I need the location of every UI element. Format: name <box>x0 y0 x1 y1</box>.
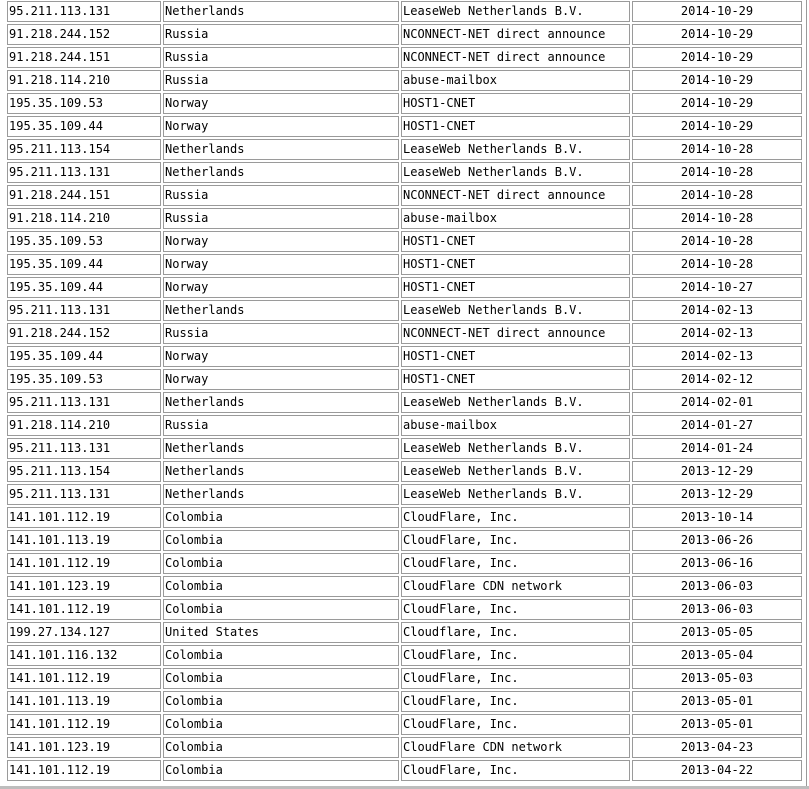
country-cell: Russia <box>163 185 399 206</box>
country-cell: Colombia <box>163 668 399 689</box>
ip-address-cell: 141.101.112.19 <box>7 553 161 574</box>
table-row <box>7 599 802 620</box>
country-cell: Russia <box>163 70 399 91</box>
ip-address-cell: 141.101.112.19 <box>7 668 161 689</box>
organization-cell: NCONNECT-NET direct announce <box>401 185 630 206</box>
country-cell: Netherlands <box>163 438 399 459</box>
date-cell: 2014-10-29 <box>632 93 802 114</box>
date-cell: 2014-10-28 <box>632 185 802 206</box>
table-row <box>7 461 802 482</box>
organization-cell: LeaseWeb Netherlands B.V. <box>401 1 630 22</box>
date-cell: 2014-01-24 <box>632 438 802 459</box>
country-cell: Netherlands <box>163 139 399 160</box>
ip-address-cell: 95.211.113.131 <box>7 392 161 413</box>
table-row <box>7 70 802 91</box>
table-row <box>7 392 802 413</box>
country-cell: Russia <box>163 208 399 229</box>
table-row <box>7 93 802 114</box>
country-cell: Colombia <box>163 714 399 735</box>
date-cell: 2014-10-29 <box>632 1 802 22</box>
country-cell: Colombia <box>163 737 399 758</box>
table-row <box>7 714 802 735</box>
organization-cell: CloudFlare, Inc. <box>401 645 630 666</box>
date-cell: 2013-05-03 <box>632 668 802 689</box>
ip-address-cell: 141.101.112.19 <box>7 760 161 781</box>
table-row <box>7 530 802 551</box>
ip-address-cell: 195.35.109.44 <box>7 254 161 275</box>
date-cell: 2014-02-01 <box>632 392 802 413</box>
ip-address-cell: 195.35.109.44 <box>7 277 161 298</box>
ip-address-cell: 91.218.114.210 <box>7 208 161 229</box>
organization-cell: CloudFlare, Inc. <box>401 691 630 712</box>
date-cell: 2013-06-26 <box>632 530 802 551</box>
ip-address-cell: 95.211.113.131 <box>7 438 161 459</box>
ip-address-cell: 141.101.123.19 <box>7 737 161 758</box>
organization-cell: Cloudflare, Inc. <box>401 622 630 643</box>
table-row <box>7 438 802 459</box>
organization-cell: LeaseWeb Netherlands B.V. <box>401 300 630 321</box>
ip-address-cell: 141.101.116.132 <box>7 645 161 666</box>
table-row <box>7 277 802 298</box>
date-cell: 2014-10-28 <box>632 162 802 183</box>
table-row <box>7 622 802 643</box>
date-cell: 2014-10-29 <box>632 24 802 45</box>
date-cell: 2013-06-03 <box>632 576 802 597</box>
date-cell: 2014-02-12 <box>632 369 802 390</box>
ip-address-cell: 141.101.112.19 <box>7 599 161 620</box>
country-cell: Colombia <box>163 553 399 574</box>
organization-cell: NCONNECT-NET direct announce <box>401 24 630 45</box>
right-edge-border <box>806 0 807 789</box>
organization-cell: CloudFlare, Inc. <box>401 530 630 551</box>
organization-cell: CloudFlare, Inc. <box>401 668 630 689</box>
ip-address-cell: 95.211.113.131 <box>7 1 161 22</box>
organization-cell: LeaseWeb Netherlands B.V. <box>401 461 630 482</box>
ip-address-cell: 95.211.113.154 <box>7 139 161 160</box>
country-cell: Russia <box>163 47 399 68</box>
country-cell: Norway <box>163 231 399 252</box>
date-cell: 2014-10-27 <box>632 277 802 298</box>
ip-address-cell: 95.211.113.131 <box>7 484 161 505</box>
ip-address-cell: 95.211.113.154 <box>7 461 161 482</box>
organization-cell: abuse-mailbox <box>401 70 630 91</box>
date-cell: 2013-05-01 <box>632 714 802 735</box>
organization-cell: CloudFlare, Inc. <box>401 599 630 620</box>
country-cell: Colombia <box>163 760 399 781</box>
organization-cell: HOST1-CNET <box>401 116 630 137</box>
ip-address-cell: 141.101.113.19 <box>7 530 161 551</box>
table-row <box>7 24 802 45</box>
country-cell: Colombia <box>163 530 399 551</box>
organization-cell: LeaseWeb Netherlands B.V. <box>401 139 630 160</box>
ip-address-cell: 91.218.244.151 <box>7 185 161 206</box>
date-cell: 2014-01-27 <box>632 415 802 436</box>
table-row <box>7 116 802 137</box>
ip-address-cell: 195.35.109.44 <box>7 116 161 137</box>
date-cell: 2014-02-13 <box>632 323 802 344</box>
ip-address-cell: 141.101.113.19 <box>7 691 161 712</box>
country-cell: Netherlands <box>163 1 399 22</box>
table-row <box>7 760 802 781</box>
organization-cell: CloudFlare, Inc. <box>401 553 630 574</box>
country-cell: United States <box>163 622 399 643</box>
organization-cell: LeaseWeb Netherlands B.V. <box>401 484 630 505</box>
date-cell: 2014-10-28 <box>632 208 802 229</box>
ip-address-cell: 141.101.112.19 <box>7 507 161 528</box>
country-cell: Norway <box>163 346 399 367</box>
country-cell: Norway <box>163 369 399 390</box>
country-cell: Netherlands <box>163 162 399 183</box>
organization-cell: abuse-mailbox <box>401 208 630 229</box>
date-cell: 2014-10-28 <box>632 231 802 252</box>
country-cell: Netherlands <box>163 461 399 482</box>
ip-address-cell: 195.35.109.53 <box>7 93 161 114</box>
date-cell: 2013-05-04 <box>632 645 802 666</box>
date-cell: 2013-10-14 <box>632 507 802 528</box>
country-cell: Russia <box>163 323 399 344</box>
date-cell: 2013-06-16 <box>632 553 802 574</box>
table-row <box>7 323 802 344</box>
country-cell: Colombia <box>163 507 399 528</box>
organization-cell: CloudFlare CDN network <box>401 576 630 597</box>
date-cell: 2013-05-05 <box>632 622 802 643</box>
ip-address-cell: 95.211.113.131 <box>7 300 161 321</box>
country-cell: Norway <box>163 93 399 114</box>
ip-address-cell: 199.27.134.127 <box>7 622 161 643</box>
table-row <box>7 415 802 436</box>
table-row <box>7 47 802 68</box>
date-cell: 2014-02-13 <box>632 300 802 321</box>
country-cell: Russia <box>163 415 399 436</box>
ip-address-cell: 91.218.114.210 <box>7 415 161 436</box>
organization-cell: LeaseWeb Netherlands B.V. <box>401 162 630 183</box>
table-row <box>7 691 802 712</box>
table-row <box>7 737 802 758</box>
date-cell: 2014-10-29 <box>632 70 802 91</box>
organization-cell: abuse-mailbox <box>401 415 630 436</box>
organization-cell: CloudFlare, Inc. <box>401 760 630 781</box>
organization-cell: HOST1-CNET <box>401 346 630 367</box>
date-cell: 2014-10-29 <box>632 116 802 137</box>
table-row <box>7 162 802 183</box>
country-cell: Norway <box>163 116 399 137</box>
table-row <box>7 231 802 252</box>
organization-cell: CloudFlare, Inc. <box>401 714 630 735</box>
date-cell: 2014-02-13 <box>632 346 802 367</box>
country-cell: Norway <box>163 277 399 298</box>
ip-address-cell: 141.101.112.19 <box>7 714 161 735</box>
ip-address-cell: 195.35.109.53 <box>7 231 161 252</box>
ip-history-table-body <box>7 1 802 781</box>
table-row <box>7 553 802 574</box>
organization-cell: HOST1-CNET <box>401 369 630 390</box>
country-cell: Colombia <box>163 645 399 666</box>
table-row <box>7 185 802 206</box>
date-cell: 2013-12-29 <box>632 461 802 482</box>
table-row <box>7 208 802 229</box>
country-cell: Netherlands <box>163 484 399 505</box>
organization-cell: HOST1-CNET <box>401 277 630 298</box>
table-row <box>7 645 802 666</box>
table-row <box>7 507 802 528</box>
table-row <box>7 369 802 390</box>
table-row <box>7 346 802 367</box>
country-cell: Colombia <box>163 576 399 597</box>
organization-cell: NCONNECT-NET direct announce <box>401 323 630 344</box>
date-cell: 2014-10-28 <box>632 254 802 275</box>
date-cell: 2013-04-23 <box>632 737 802 758</box>
country-cell: Netherlands <box>163 392 399 413</box>
country-cell: Colombia <box>163 691 399 712</box>
organization-cell: CloudFlare CDN network <box>401 737 630 758</box>
country-cell: Norway <box>163 254 399 275</box>
date-cell: 2013-04-22 <box>632 760 802 781</box>
date-cell: 2014-10-29 <box>632 47 802 68</box>
table-row <box>7 254 802 275</box>
ip-history-table <box>5 0 804 783</box>
organization-cell: CloudFlare, Inc. <box>401 507 630 528</box>
date-cell: 2013-05-01 <box>632 691 802 712</box>
country-cell: Colombia <box>163 599 399 620</box>
ip-address-cell: 91.218.244.151 <box>7 47 161 68</box>
organization-cell: LeaseWeb Netherlands B.V. <box>401 438 630 459</box>
ip-address-cell: 195.35.109.44 <box>7 346 161 367</box>
organization-cell: HOST1-CNET <box>401 231 630 252</box>
country-cell: Netherlands <box>163 300 399 321</box>
ip-address-cell: 141.101.123.19 <box>7 576 161 597</box>
ip-address-cell: 91.218.114.210 <box>7 70 161 91</box>
date-cell: 2014-10-28 <box>632 139 802 160</box>
ip-address-cell: 195.35.109.53 <box>7 369 161 390</box>
table-row <box>7 300 802 321</box>
country-cell: Russia <box>163 24 399 45</box>
table-row <box>7 668 802 689</box>
ip-address-cell: 91.218.244.152 <box>7 24 161 45</box>
organization-cell: HOST1-CNET <box>401 93 630 114</box>
organization-cell: NCONNECT-NET direct announce <box>401 47 630 68</box>
organization-cell: LeaseWeb Netherlands B.V. <box>401 392 630 413</box>
date-cell: 2013-12-29 <box>632 484 802 505</box>
table-row <box>7 576 802 597</box>
ip-address-cell: 95.211.113.131 <box>7 162 161 183</box>
organization-cell: HOST1-CNET <box>401 254 630 275</box>
date-cell: 2013-06-03 <box>632 599 802 620</box>
table-row <box>7 139 802 160</box>
table-row <box>7 484 802 505</box>
table-row <box>7 1 802 22</box>
ip-address-cell: 91.218.244.152 <box>7 323 161 344</box>
